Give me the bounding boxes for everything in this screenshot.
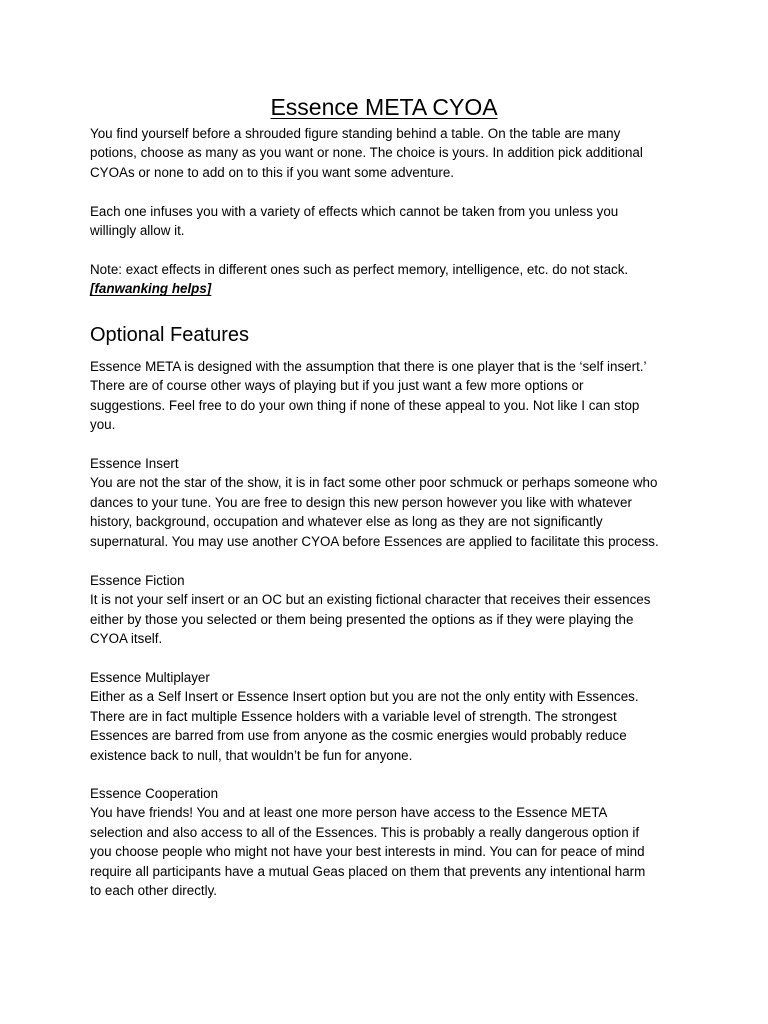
- note-text: Note: exact effects in different ones such as perfect memory, intelligence, etc. do not stack.: [90, 262, 629, 277]
- effects-paragraph: [90, 202, 690, 241]
- option-name: Essence Insert: [90, 456, 179, 471]
- optional-intro-line: There are of course other ways of playing but if you just want a few more options or: [90, 378, 584, 394]
- option-line: either by those you selected or them being presented the options as if they were playing the: [90, 611, 634, 627]
- section-heading-optional-features: Optional Features: [90, 324, 249, 346]
- option-line: Essences are barred from use from anyone as the cosmic energies would probably reduce: [90, 728, 627, 744]
- option-name: Essence Multiplayer: [90, 670, 210, 685]
- intro-line: You find yourself before a shrouded figure standing behind a table. On the table are many: [90, 126, 621, 141]
- option-line: supernatural. You may use another CYOA before Essences are applied to facilitate this process.: [90, 533, 659, 549]
- option-line: history, background, occupation and whatever else as long as they are not significantly: [90, 514, 603, 530]
- option-essence-insert: [90, 454, 690, 551]
- optional-features-intro: [90, 357, 690, 435]
- intro-line: potions, choose as many as you want or none. The choice is yours. In addition pick additional: [90, 145, 643, 161]
- option-name: Essence Fiction: [90, 573, 185, 588]
- document-page: [90, 0, 690, 1024]
- note-line-2: [90, 279, 690, 298]
- option-line: CYOA itself.: [90, 631, 163, 647]
- option-line: you choose people who might not have your best interests in mind. You can for peace of mind: [90, 844, 645, 860]
- optional-intro-line: suggestions. Feel free to do your own thing if none of these appeal to you. Not like I can stop: [90, 397, 640, 413]
- effects-line: Each one infuses you with a variety of effects which cannot be taken from you unless you: [90, 204, 619, 219]
- option-line: You have friends! You and at least one more person have access to the Essence META: [90, 805, 608, 821]
- option-line: There are in fact multiple Essence holders with a variable level of strength. The strongest: [90, 708, 617, 724]
- option-essence-multiplayer: [90, 668, 690, 765]
- option-line: You are not the star of the show, it is in fact some other poor schmuck or perhaps someone who: [90, 475, 658, 491]
- option-line: selection and also access to all of the Essences. This is probably a really dangerous option if: [90, 824, 640, 840]
- option-line: require all participants have a mutual Geas placed on them that prevents any intentional harm: [90, 863, 646, 879]
- fanwanking-helps-link[interactable]: [fanwanking helps]: [90, 281, 212, 297]
- optional-intro-line: Essence META is designed with the assumption that there is one player that is the ‘self insert.’: [90, 359, 647, 374]
- option-line: to each other directly.: [90, 883, 218, 899]
- optional-intro-line: you.: [90, 417, 116, 433]
- option-line: Either as a Self Insert or Essence Insert option but you are not the only entity with Essences.: [90, 689, 639, 705]
- intro-paragraph: [90, 124, 690, 182]
- note-paragraph: [90, 260, 690, 299]
- option-essence-cooperation: [90, 784, 690, 900]
- intro-line: CYOAs or none to add on to this if you want some adventure.: [90, 164, 454, 180]
- option-line: dances to your tune. You are free to design this new person however you like with whatever: [90, 494, 632, 510]
- option-line: existence back to null, that wouldn’t be fun for anyone.: [90, 747, 413, 763]
- option-name: Essence Cooperation: [90, 786, 219, 801]
- option-essence-fiction: [90, 571, 690, 649]
- option-line: It is not your self insert or an OC but an existing fictional character that receives their essences: [90, 592, 651, 608]
- document-title: Essence META CYOA: [270, 94, 498, 120]
- effects-line: willingly allow it.: [90, 223, 185, 239]
